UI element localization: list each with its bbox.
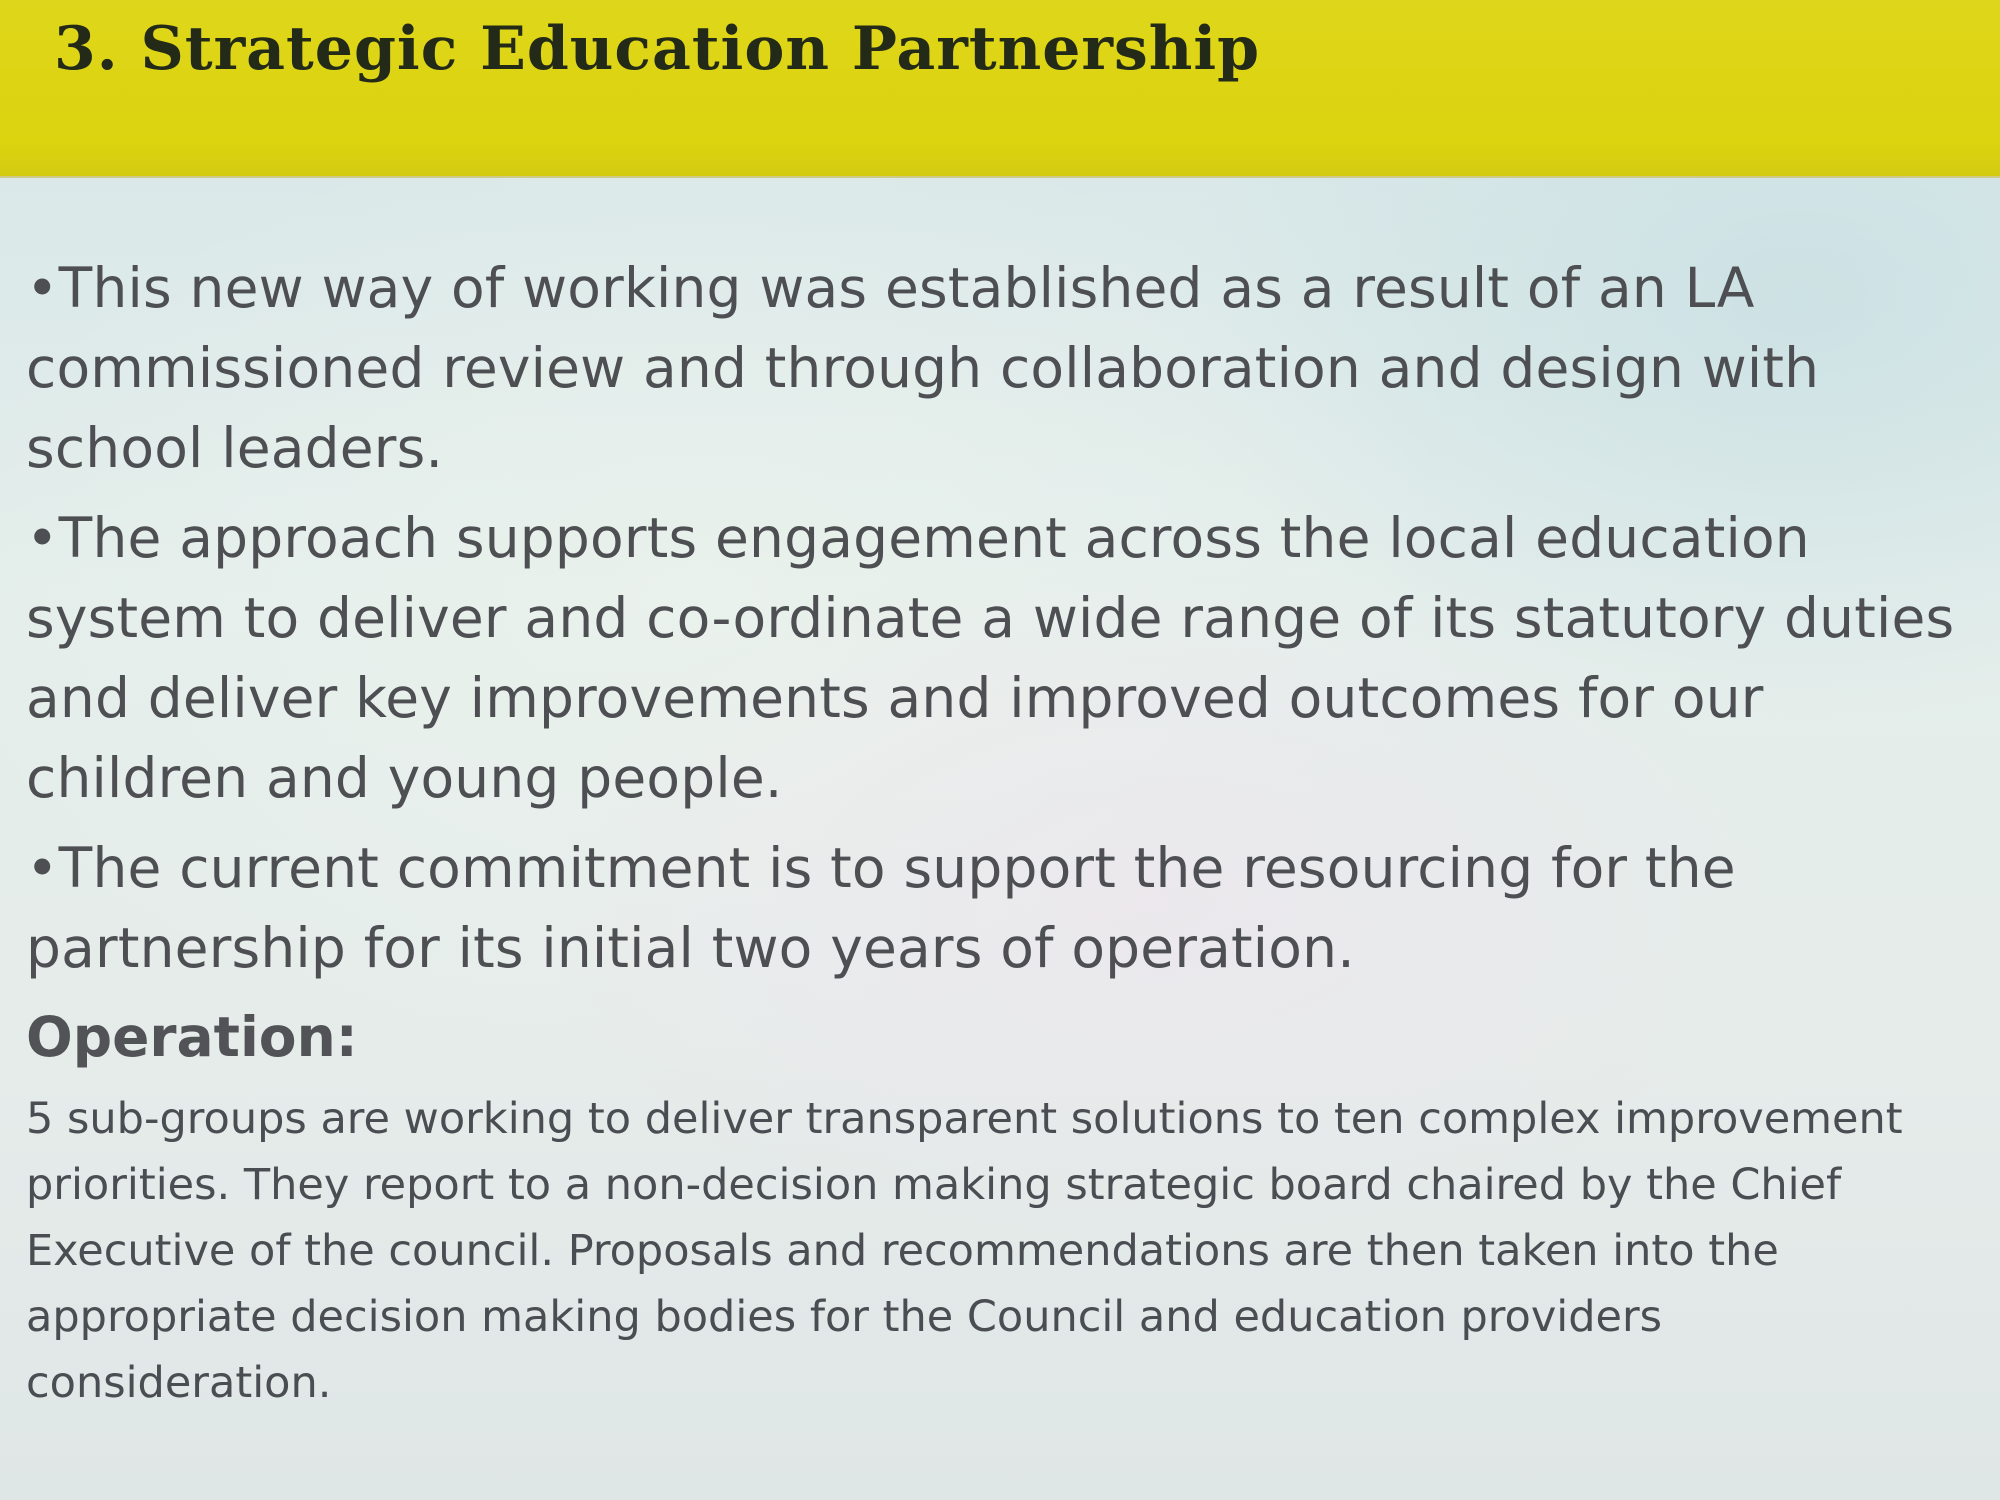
bullet-marker: •	[26, 836, 59, 900]
slide-title: 3. Strategic Education Partnership	[54, 14, 1261, 84]
bullet-text: This new way of working was established as a result of an LA commissioned review and through collaboration and design with school leaders.	[26, 256, 1820, 480]
bullet-marker: •	[26, 506, 59, 570]
bullet-text: The current commitment is to support the resourcing for the partnership for its initial two years of operation.	[26, 836, 1736, 980]
bullet-marker: •	[26, 256, 59, 320]
bullet-item	[26, 828, 1976, 988]
bullet-item	[26, 498, 1976, 818]
operation-paragraph: 5 sub-groups are working to deliver transparent solutions to ten complex improvement priorities. They report to a non-decision making strategic board chaired by the Chief Executive of the council. Proposals and recommendations are then taken into the appropriate decision making bodies for the Council and education providers consideration.	[26, 1094, 1903, 1408]
operation-heading: Operation:	[26, 1005, 358, 1069]
bullet-item	[26, 248, 1976, 488]
slide-body	[26, 248, 1976, 1416]
bullet-text: The approach supports engagement across the local education system to deliver and co-ordinate a wide range of its statutory duties and deliver key improvements and improved outcomes for our children and young people.	[26, 506, 1955, 810]
title-banner	[0, 0, 2000, 178]
